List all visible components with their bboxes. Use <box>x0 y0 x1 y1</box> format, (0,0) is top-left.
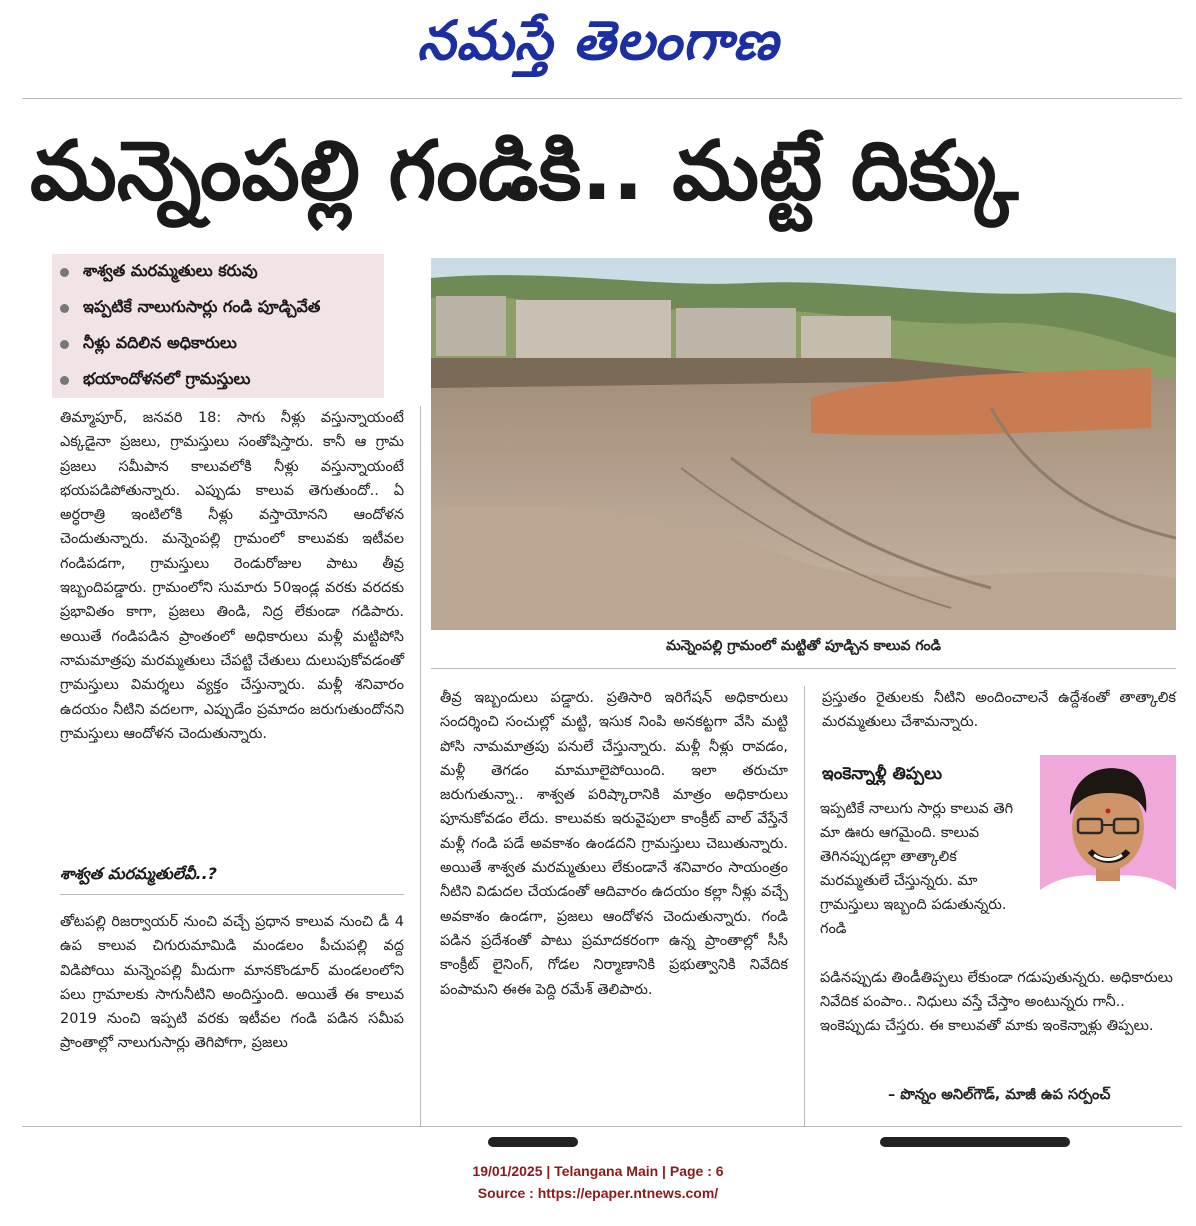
person-photo <box>1040 755 1176 913</box>
bullet-icon <box>60 340 69 349</box>
article-column-1 <box>60 406 404 746</box>
highlight-item: ఇప్పటికే నాలుగుసార్లు గండి పూడ్చివేత <box>52 290 384 326</box>
next-article-stub <box>880 1137 1070 1147</box>
newspaper-logo: నమస్తే తెలంగాణ <box>417 8 779 72</box>
sidebar-quote: ఇప్పటికే నాలుగు సార్లు కాలువ తెగి మా ఊరు ఆగమైంది. కాలువ తెగినప్పుడల్లా తాత్కాలిక మరమ్మతులే చేస్తున్నరు. మా గ్రామస్తులు ఇబ్బంది పడుతున్నరు. గండి <box>820 801 1014 937</box>
subheading-divider <box>60 894 404 895</box>
highlights-box <box>52 254 384 398</box>
canal-photo <box>431 258 1176 630</box>
footer-source: Source : https://epaper.ntnews.com/ <box>477 1185 719 1201</box>
headline: మన్నెంపల్లి గండికి.. మట్టే దిక్కు <box>30 124 1019 219</box>
portrait-illustration <box>1040 755 1176 913</box>
sidebar-quote-continued: పడినప్పుడు తిండీతిప్పలు లేకుండా గడుపుతున్నరు. అధికారులు నివేదిక పంపాం.. నిధులు వస్తే చేస్తాం అంటున్నరు గానీ.. ఇంకెప్పుడు చేస్తరు. ఈ కాలువతో మాకు ఇంకెన్నాళ్లు తిప్పలు. <box>820 970 1173 1034</box>
highlight-item: భయాందోళనలో గ్రామస్తులు <box>52 362 384 398</box>
top-divider <box>22 98 1182 99</box>
footer-edition-info: 19/01/2025 | Telangana Main | Page : 6 <box>472 1163 724 1179</box>
masthead <box>0 0 1196 80</box>
highlight-item: నీళ్లు వదిలిన అధికారులు <box>52 326 384 362</box>
column-divider <box>420 406 421 1126</box>
footer <box>0 1160 1196 1204</box>
quote-attribution: – పొన్నం అనిల్‌గౌడ్, మాజీ ఉప సర్పంచ్ <box>888 1087 1111 1103</box>
bullet-icon <box>60 304 69 313</box>
article-paragraph: తోటపల్లి రిజర్వాయర్ నుంచి వచ్చే ప్రధాన కాలువ నుంచి డీ 4 ఉప కాలువ చిగురుమామిడి మండలం పీచుపల్లి వద్ద విడిపోయి మన్నెంపల్లి మీదుగా మానకొండూర్ మండలంలోని పలు గ్రామాలకు సాగునీటిని అందిస్తుంది. అయితే ఈ కాలువ 2019 నుంచి ఇప్పటి వరకు ఇటీవల గండి పడిన సమీప ప్రాంతాల్లో నాలుగుసార్లు తెగిపోగా, ప్రజలు <box>60 914 404 1052</box>
bullet-icon <box>60 376 69 385</box>
next-article-stub <box>488 1137 578 1147</box>
article-paragraph: తిమ్మాపూర్, జనవరి 18: సాగు నీళ్లు వస్తున్నాయంటే ఎక్కడైనా ప్రజలు, గ్రామస్తులు సంతోషిస్తారు. కానీ ఆ గ్రామ ప్రజలు సమీపాన కాలువలోకి నీళ్లు వస్తున్నాయంటే భయపడిపోతున్నారు. ఎప్పుడు కాలువ తెగుతుందో.. ఏ అర్ధరాత్రి ఇంటిలోకి నీళ్లు వస్తాయోనని ఆందోళన చెందుతున్నారు. మన్నెంపల్లి గ్రామంలో కాలువకు ఇటీవల గండిపడగా, గ్రామస్తులు రెండురోజుల పాటు తీవ్ర ఇబ్బందిపడ్డారు. గ్రామంలోని సుమారు 50ఇండ్ల వరకు వరదకు ప్రభావితం కాగా, ప్రజలు తిండి, నిద్ర లేకుండా గడిపారు. అయితే గండిపడిన ప్రాంతంలో అధికారులు మళ్లీ మట్టిపోసి నామమాత్రపు మరమ్మతులు చేపట్టి చేతులు దులుపుకోవడంతో గ్రామస్తులు విమర్శలు వ్యక్తం చేస్తున్నారు. మళ్లీ శనివారం ఉదయం నీటిని వదలగా, ఎప్పుడేం ప్రమాదం జరుగుతుందోనని గ్రామస్తులు ఆందోళన చెందుతున్నారు. <box>60 410 404 742</box>
canal-photo-illustration <box>431 258 1176 630</box>
column-divider <box>804 686 805 1126</box>
highlight-item: శాశ్వత మరమ్మతులు కరువు <box>52 254 384 290</box>
article-paragraph: ప్రస్తుతం రైతులకు నీటిని అందించాలనే ఉద్దేశంతో తాత్కాలిక మరమ్మతులు చేశామన్నారు. <box>822 690 1176 731</box>
subheading: శాశ్వత మరమ్మతులేవీ..? <box>60 864 217 883</box>
caption-divider <box>431 668 1176 669</box>
photo-caption: మన్నెంపల్లి గ్రామంలో మట్టితో పూడ్చిన కాలువ గండి <box>666 638 941 654</box>
bottom-divider <box>22 1126 1182 1127</box>
article-paragraph: తీవ్ర ఇబ్బందులు పడ్డారు. ప్రతిసారి ఇరిగేషన్ అధికారులు సందర్శించి సంచుల్లో మట్టి, ఇసుక నింపి అనకట్టగా వేసి మట్టి పోసి నామమాత్రపు పనులే చేస్తున్నారు. మళ్లీ నీళ్లు రావడం, మళ్లీ తెగడం మామూలైపోయింది. ఇలా తరుచూ జరుగుతున్నా.. శాశ్వత పరిష్కారానికి మాత్రం అధికారులు పూనుకోవడం లేదు. కాలువకు ఇరువైపులా కాంక్రీట్ వాల్ వేస్తేనే మళ్లీ గండి పడే అవకాశం ఉండదని గ్రామస్తులు చెబుతున్నారు. అయితే శాశ్వత మరమ్మతులు లేకుండానే శనివారం సాయంత్రం నీటిని విడుదల చేయడంతో ఆదివారం ఉదయం కల్లా నీళ్లు వచ్చే అవకాశం ఉండగా, ప్రజలు ఆందోళన చెందుతున్నారు. గండి పడిన ప్రదేశంతో పాటు ప్రమాదకరంగా ఉన్న ప్రాంతాల్లో సీసీ కాంక్రీట్ లైనింగ్, గోడల నిర్మాణానికి ప్రభుత్వానికి నివేదిక పంపామని ఈఈ పెద్ది రమేశ్ తెలిపారు. <box>440 690 788 998</box>
bullet-icon <box>60 268 69 277</box>
sidebar-title: ఇంకెన్నాళ్లీ తిప్పలు <box>822 764 942 784</box>
article-column-3 <box>822 686 1176 735</box>
article-column-1b <box>60 910 404 1056</box>
article-column-2 <box>440 686 788 1002</box>
